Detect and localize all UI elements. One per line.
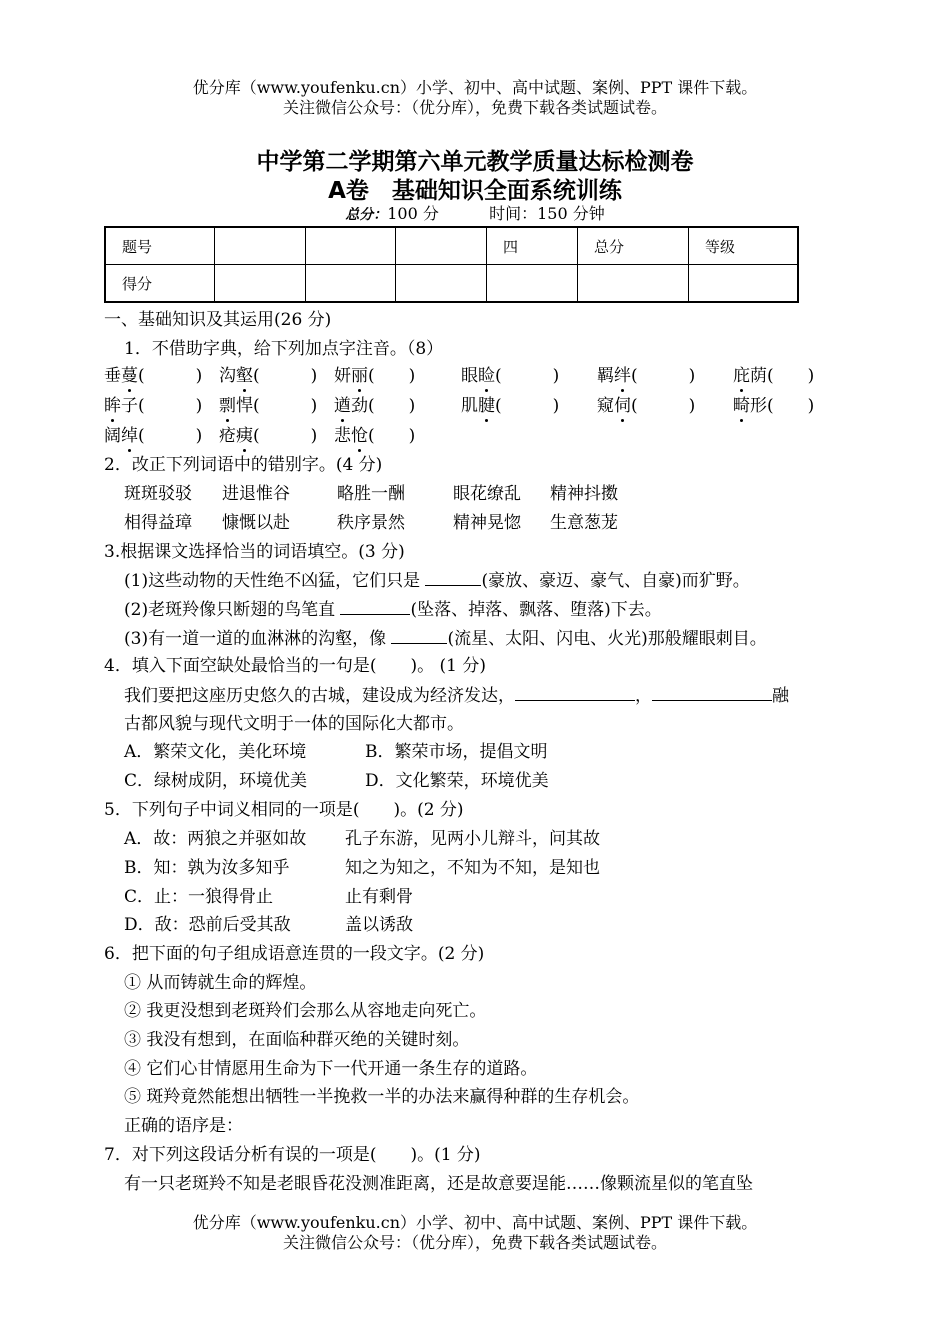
q5-option: A．故：两狼之并驱如故 [124,829,307,849]
pinyin-item: 遒劲( ) [334,396,416,416]
site-footer-line1: 优分库（www.youfenku.cn）小学、初中、高中试题、案例、PPT 课件下载。 [192,1213,758,1232]
section-heading: 一、基础知识及其运用(26 分) [104,310,332,330]
pinyin-item: 肌腱( ) [461,396,560,416]
q4-option: C．绿树成阴，环境优美 [124,771,308,791]
fill-blank [652,684,772,701]
table-cell [306,227,396,265]
pinyin-item: 妍丽( ) [334,366,416,386]
total-label: 总分： [345,207,388,223]
table-cell: 得分 [105,265,215,303]
pinyin-item: 畸形( ) [733,396,815,416]
fill-blank [425,569,481,586]
q4-option: B．繁荣市场，提倡文明 [365,742,548,762]
q6-item: ④ 它们心甘情愿用生命为下一代开通一条生存的道路。 [124,1059,538,1079]
q5-option-example: 知之为知之，不知为不知，是知也 [345,858,600,878]
q6-item: ② 我更没想到老斑羚们会那么从容地走向死亡。 [124,1001,487,1021]
exam-meta [0,201,950,224]
fill-blank [515,684,635,701]
fill-blank [340,598,410,615]
q5-option-example: 止有剩骨 [345,887,413,907]
q2-word: 秩序景然 [337,513,405,533]
q3-sentence: (2)老斑羚像只断翅的鸟笔直 (坠落、掉落、飘落、堕落)下去。 [124,600,662,620]
q2-word: 斑斑驳驳 [124,484,192,504]
pinyin-item: 垂蔓( ) [104,366,203,386]
pinyin-item: 阔绰( ) [104,426,203,446]
question-7-stem: 7．对下列这段话分析有误的一项是( )。(1 分) [104,1145,481,1165]
table-cell [689,265,799,303]
page-title: 中学第二学期第六单元教学质量达标检测卷 [256,149,694,175]
table-cell: 四 [487,227,578,265]
time-label: 时间： [489,204,538,223]
q2-word: 生意葱茏 [550,513,618,533]
table-cell [215,265,306,303]
table-cell [396,227,487,265]
q2-word: 精神晃惚 [453,513,521,533]
time-value: 150 分钟 [537,204,605,223]
site-footer-line2: 关注微信公众号：（优分库），免费下载各类试题试卷。 [282,1233,667,1252]
table-cell: 题号 [105,227,215,265]
q4-option: D．文化繁荣，环境优美 [365,771,549,791]
table-cell [396,265,487,303]
q5-option: D．敌：恐前后受其敌 [124,915,291,935]
table-row [105,227,798,265]
score-table [104,226,799,303]
pinyin-item: 悲怆( ) [334,426,416,446]
page-subtitle: A卷 基础知识全面系统训练 [328,178,622,204]
pinyin-item: 剽悍( ) [219,396,318,416]
q6-item: ⑤ 斑羚竟然能想出牺牲一半挽救一半的办法来赢得种群的生存机会。 [124,1087,640,1107]
table-cell: 等级 [689,227,799,265]
q6-item: ③ 我没有想到，在面临种群灭绝的关键时刻。 [124,1030,470,1050]
q5-option-example: 孔子东游，见两小儿辩斗，问其故 [345,829,600,849]
q2-word: 相得益璋 [124,513,192,533]
pinyin-item: 眸子( ) [104,396,203,416]
q6-item: ① 从而铸就生命的辉煌。 [124,973,317,993]
pinyin-item: 沟壑( ) [219,366,318,386]
q3-sentence: (3)有一道一道的血淋淋的沟壑，像 (流星、太阳、闪电、火光)那般耀眼刺目。 [124,629,767,649]
q4-text: 我们要把这座历史悠久的古城，建设成为经济发达， ， 融 [124,686,789,706]
pinyin-item: 窥伺( ) [597,396,696,416]
pinyin-item: 庇荫( ) [733,366,815,386]
table-cell [487,265,578,303]
site-banner-line2: 关注微信公众号：（优分库），免费下载各类试题试卷。 [282,98,667,117]
question-5-stem: 5．下列句子中词义相同的一项是( )。(2 分) [104,800,464,820]
q5-option: B．知：孰为汝多知乎 [124,858,290,878]
fill-blank [391,627,447,644]
q7-text: 有一只老斑羚不知是老眼昏花没测准距离，还是故意要逞能……像颗流星似的笔直坠 [124,1174,753,1194]
q6-answer-label: 正确的语序是： [124,1116,243,1136]
question-3-stem: 3.根据课文选择恰当的词语填空。(3 分) [104,542,405,562]
question-6-stem: 6．把下面的句子组成语意连贯的一段文字。(2 分) [104,944,485,964]
table-cell [215,227,306,265]
pinyin-item: 疮痍( ) [219,426,318,446]
q3-sentence: (1)这些动物的天性绝不凶猛，它们只是 (豪放、豪迈、豪气、自豪)而犷野。 [124,571,750,591]
q4-option: A．繁荣文化，美化环境 [124,742,307,762]
table-cell: 总分 [578,227,689,265]
table-cell [306,265,396,303]
table-cell [578,265,689,303]
question-1-stem: 1．不借助字典，给下列加点字注音。（8） [124,339,444,359]
q5-option-example: 盖以诱敌 [345,915,413,935]
q2-word: 略胜一酬 [337,484,405,504]
q2-word: 慷慨以赴 [222,513,290,533]
question-4-stem: 4．填入下面空缺处最恰当的一句是( )。 (1 分) [104,656,486,676]
q2-word: 眼花缭乱 [453,484,521,504]
total-value: 100 分 [387,204,439,223]
pinyin-item: 羁绊( ) [597,366,696,386]
q2-word: 进退惟谷 [222,484,290,504]
q4-text: 古都风貌与现代文明于一体的国际化大都市。 [124,714,464,734]
q5-option: C．止：一狼得骨止 [124,887,274,907]
question-2-stem: 2．改正下列词语中的错别字。(4 分) [104,455,383,475]
site-banner-line1: 优分库（www.youfenku.cn）小学、初中、高中试题、案例、PPT 课件下载。 [192,78,758,97]
table-row [105,265,798,303]
q2-word: 精神抖擞 [550,484,618,504]
pinyin-item: 眼睑( ) [461,366,560,386]
